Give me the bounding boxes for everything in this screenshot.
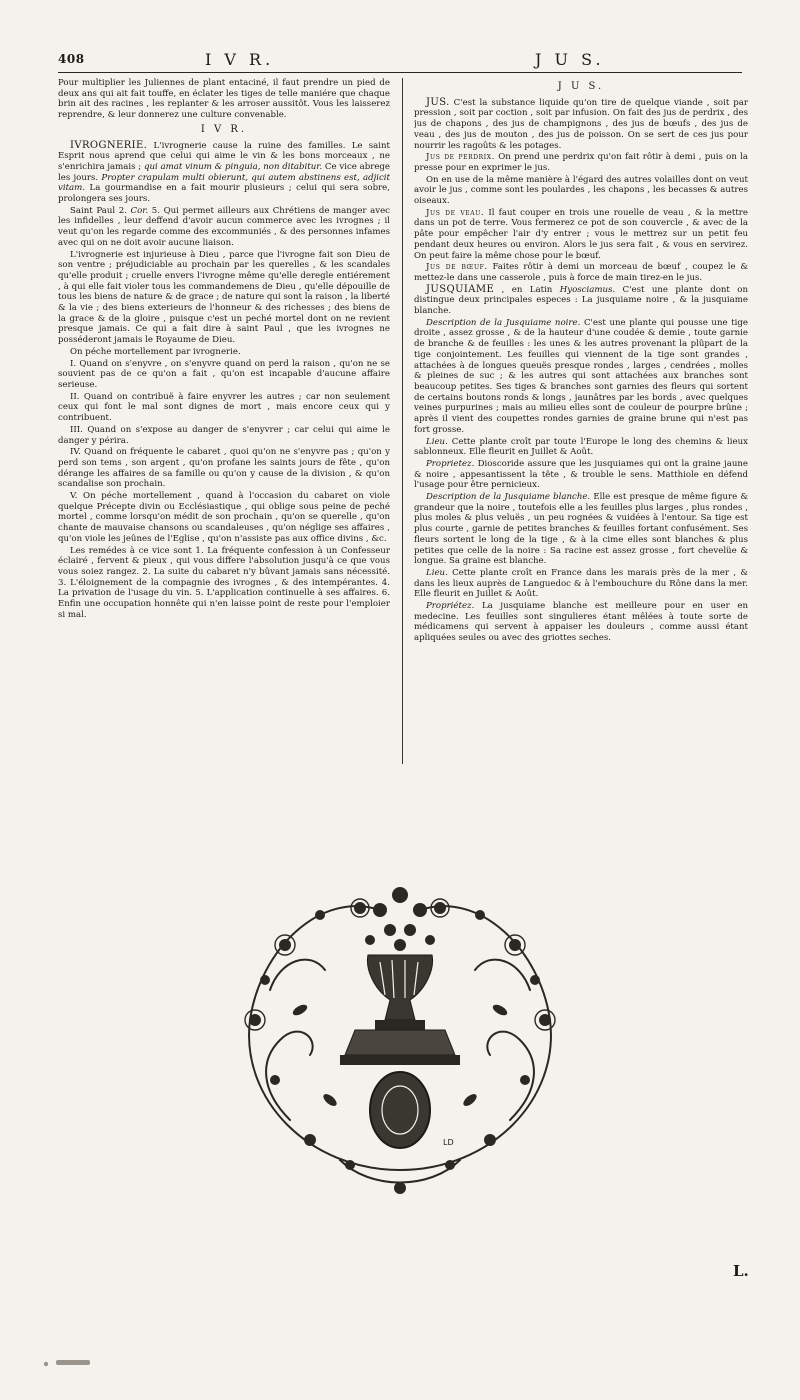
ornament-monogram: LD xyxy=(443,1138,454,1147)
subentry-headword: Jus de veau. xyxy=(426,207,485,218)
paragraph: Description de la Jusquiame blanche. Elle est presque de même figure & grandeur que la noire , toutefois elle a les feuilles plus larges , plus rondes , plus moles & plus veluës , un peu rognées & vuidées à l'entour. Sa tige est plus courte , garnie de petites branches & feuilles fortant confusément. Ses fleurs sortent le long de la tige , & à la cime elles sont blanches & plus petites que celle de la noire : Sa racine est assez grosse , fort chevelüe & longue. Sa graine est blanche. xyxy=(414,492,748,567)
entry-headword: JUS. xyxy=(426,96,450,108)
entry-ivrognerie: IVROGNERIE. L'ivrognerie cause la ruine des familles. Le saint Esprit nous aprend que celui qui aime le vin & les bons morceaux , ne s'enrichira jamais ; qui amat vinum & pinguia, non ditabitur. Ce vice abrege les jours. Propter crapulam multi obierunt, qui autem abstinens est, adjicit vitam. La gourmandise en a fait mourir plusieurs ; celui qui sera sobre, prolongera ses jours. xyxy=(58,139,390,205)
vase-ornament xyxy=(230,870,570,1200)
entry-headword: JUSQUIAME xyxy=(426,283,495,295)
paragraph: On en use de la même manière à l'égard des autres volailles dont on veut avoir le jus , comme sont les poulardes , les chapons , les becasses & autres oiseaux. xyxy=(414,174,748,207)
column-divider xyxy=(402,78,403,764)
paragraph: Proprietez. Dioscoride assure que les jusquiames qui ont la graine jaune & noire , appesantissent la tête , & trouble le sens. Matthiole en défend l'usage pour être pernicieux. xyxy=(414,458,748,491)
subentry-headword: Lieu. xyxy=(426,436,448,447)
latin-quote: Propter crapulam multi obierunt, qui autem abstinens est, adjicit vitam. xyxy=(58,172,390,194)
entry-jus-veau: Jus de veau. Il faut couper en trois une rouelle de veau , & la mettre dans un pot de terre. Vous fermerez ce pot de son couvercle , & avec de la pâte pour empêcher l'air d'y entrer ; vous le mettrez sur un petit feu pendant deux heures ou environ. Alors le jus sera fait , & vous en servirez. On peut faire la même chose pour le bœuf. xyxy=(414,207,748,261)
right-column xyxy=(414,78,748,768)
paragraph: Propriétez. La jusquiame blanche est meilleure pour en user en medecine. Les feuilles sont singulieres étant mêlées à toute sorte de médicamens qui servent à appaiser les douleurs , comme aussi étant apliquées seules ou avec des griottes seches. xyxy=(414,601,748,644)
entry-jus-boeuf: Jus de bœuf. Faites rôtir à demi un morceau de bœuf , coupez le & mettez-le dans une casserole , puis à force de main tirez-en le jus. xyxy=(414,262,748,283)
subentry-headword: Lieu. xyxy=(426,567,448,578)
running-head-left: I V R. xyxy=(205,50,275,69)
section-heading-jus: J U S. xyxy=(557,81,605,92)
subentry-headword: Jus de perdrix. xyxy=(426,152,495,163)
entry-headword: IVROGNERIE. xyxy=(70,139,148,151)
paragraph: Lieu. Cette plante croît en France dans les marais près de la mer , & dans les lieux auprès de Languedoc & à l'embouchure du Rône dans la mer. Elle fleurit en Juillet & Août. xyxy=(414,567,748,600)
library-stamp-mark xyxy=(42,1355,94,1369)
numbered-paragraph: I. Quand on s'enyvre , on s'enyvre quand on perd la raison , qu'on ne se souvient pas de ce qu'on a fait , qu'on est incapable d'aucune affaire serieuse. xyxy=(58,358,390,390)
paragraph: On péche mortellement par ivrognerie. xyxy=(70,346,241,357)
header-rule xyxy=(58,72,742,73)
entry-jus-perdrix: Jus de perdrix. On prend une perdrix qu'on fait rôtir à demi , puis on la presse pour en exprimer le jus. xyxy=(414,152,748,173)
left-column xyxy=(58,78,390,768)
numbered-paragraph: IV. Quand on fréquente le cabaret , quoi qu'on ne s'enyvre pas ; qu'on y perd son tems , son argent , qu'on profane les saints jours de fête , qu'on dérange les affaires de sa famille ou qu'on y cause de la division , & qu'on scandalise son prochain. xyxy=(58,447,390,490)
latin-quote: qui amat vinum & pinguia, non ditabitur. xyxy=(143,161,323,172)
section-heading-ivr: I V R. xyxy=(200,123,248,135)
intro-paragraph: Pour multiplier les Juliennes de plant entaciné, il faut prendre un pied de deux ans qui ait fait touffe, en éclater les tiges de telle maniére que chaque brin ait des racines , les replanter & les arroser aussitôt. Vous les laisserez reprendre, & leur donnerez une culture convenable. xyxy=(58,78,390,121)
page-number: 408 xyxy=(58,52,85,66)
subentry-headword: Description de la Jusquiame blanche. xyxy=(426,492,591,503)
numbered-paragraph: V. On péche mortellement , quand à l'occasion du cabaret on viole quelque Précepte divin ou Ecclésiastique , qui oblige sous peine de peché mortel , comme lorsqu'on médit de son prochain , qu'on se querelle , qu'on chante de mauvaise chansons ou scandaleuses , qu'on néglige ses affaires , qu'on viole les jeûnes de l'Eglise , qu'on n'assiste pas aux office divins , &c. xyxy=(58,491,390,544)
entry-jus: JUS. C'est la substance liquide qu'on tire de quelque viande , soit par pression , soit par coction , soit par infusion. On fait des jus de perdrix , des jus de chapons , des jus de champignons , des jus de bœufs , des jus de veau , des jus de mouton , des jus de poisson. On se sert de ces jus pour nourrir les ragoûts & les potages. xyxy=(414,96,748,151)
paragraph: Description de la Jusquiame noire. C'est une plante qui pousse une tige droite , assez grosse , & de la hauteur d'une coudée & demie , toute garnie de branche & de feuilles : les unes & les autres provenant la plûpart de la tige conjointement. Les feuilles qui viennent de la tige sont grandes , attachées à de longues queuës presque rondes , larges , cendrées , molles & pleines de suc ; & les autres qui sont attachées aux branches sont beaucoup petites. Ses tiges & branches sont garnies des fleurs qui sortent de certains boutons ronds & longs , jaunâtres par les bords , avec quelques veines purpurines ; mais au milieu elles sont de couleur de pourpre brûne ; après il vient des coupettes rondes garnies de graine brune qui n'est pas fort grosse. xyxy=(414,317,748,435)
catchword: L. xyxy=(733,1262,749,1280)
numbered-paragraph: III. Quand on s'expose au danger de s'enyvrer ; car celui qui aime le danger y périra. xyxy=(58,424,390,446)
subentry-headword: Jus de bœuf. xyxy=(426,262,488,273)
subentry-headword: Propriétez. xyxy=(426,601,475,612)
running-head-right: J U S. xyxy=(535,50,605,69)
paragraph: Les remédes à ce vice sont 1. La fréquente confession à un Confesseur éclairé , fervent & pieux , qui vous differe l'absolution jusqu'à ce que vous vous soiez rangez. 2. La suite du cabaret n'y bûvant jamais sans nécessité. 3. L'éloignement de la compagnie des ivrognes , & des intempérantes. 4. La privation de l'usage du vin. 5. L'application continuelle à ses affaires. 6. Enfin une occupation honnête qui n'en laisse point de reste pour l'emploier si mal. xyxy=(58,545,390,620)
subentry-headword: Proprietez. xyxy=(426,458,475,469)
paragraph: Saint Paul 2. Cor. 5. Qui permet ailleurs aux Chrétiens de manger avec les infidelles , leur deffend d'avoir aucun commerce avec les ivrognes ; il veut qu'on les regarde comme des excommuniés , & des personnes infames avec qui on ne doit avoir aucune liaison. xyxy=(58,205,390,248)
paragraph: L'ivrognerie est injurieuse à Dieu , parce que l'ivrogne fait son Dieu de son ventre ; préjudiciable au prochain par les querelles , & les scandales qu'elle produit ; cruelle envers l'ivrogne même qu'elle deregle entiérement , à qui elle fait violer tous les commandemens de Dieu , qu'elle dépouille de tous les biens de nature & de grace ; de nature qui sont la raison , la liberté & la vie ; des biens exterieurs de l'honneur & des richesses ; des biens de la grace & de la gloire , puisque c'est un peché mortel dont on ne revient presque jamais. Ce qui a fait dire à saint Paul , que les ivrognes ne posséderont jamais le Royaume de Dieu. xyxy=(58,249,390,346)
numbered-paragraph: II. Quand on contribuë à faire enyvrer les autres ; car non seulement ceux qui font le mal sont dignes de mort , mais encore ceux qui y contribuent. xyxy=(58,391,390,424)
subentry-headword: Description de la Jusquiame noire. xyxy=(426,317,581,328)
entry-jusquiame: JUSQUIAME , en Latin Hyosciamus. C'est une plante dont on distingue deux principales especes : La jusquiame noire , & la jusquiame blanche. xyxy=(414,283,748,317)
paragraph: Lieu. Cette plante croît par toute l'Europe le long des chemins & lieux sablonneux. Elle fleurit en Juillet & Août. xyxy=(414,436,748,458)
